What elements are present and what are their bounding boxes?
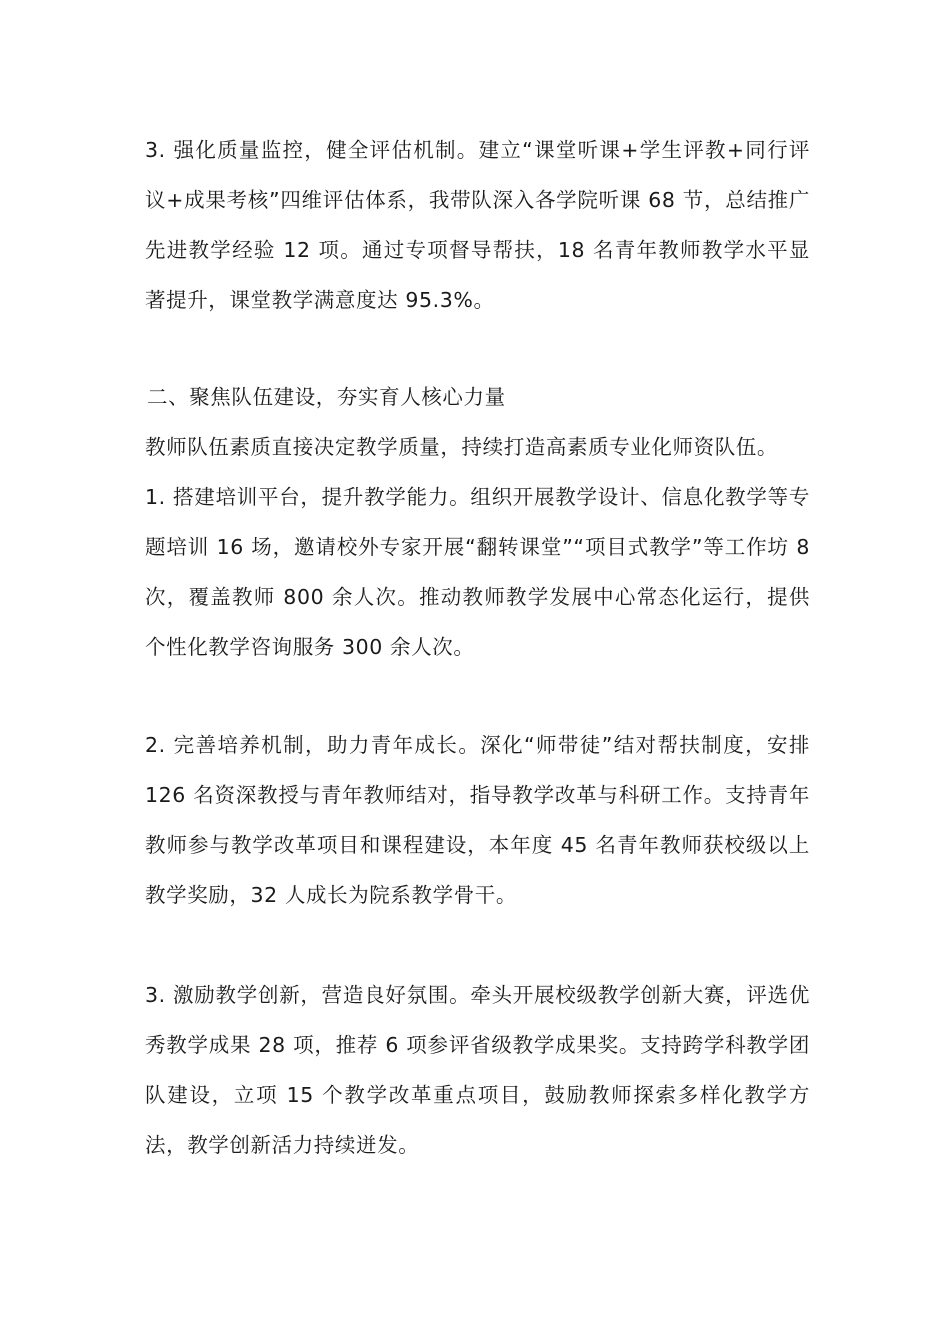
paragraph-training-platform: 1. 搭建培训平台，提升教学能力。组织开展教学设计、信息化教学等专题培训 16 场，邀请校外专家开展“翻转课堂”“项目式教学”等工作坊 8 次，覆盖教师 800 余人次。推动教师教学发展中心常态化运行，提供个性化教学咨询服务 300 余人次。 xyxy=(145,485,810,659)
section-heading-team-building: 二、聚焦队伍建设，夯实育人核心力量 xyxy=(147,385,506,409)
paragraph-teaching-innovation: 3. 激励教学创新，营造良好氛围。牵头开展校级教学创新大赛，评选优秀教学成果 28 项，推荐 6 项参评省级教学成果奖。支持跨学科教学团队建设，立项 15 个教学改革重点项目，鼓励教师探索多样化教学方法，教学创新活力持续迸发。 xyxy=(145,983,810,1157)
paragraph-mentoring-mechanism: 2. 完善培养机制，助力青年成长。深化“师带徒”结对帮扶制度，安排 126 名资深教授与青年教师结对，指导教学改革与科研工作。支持青年教师参与教学改革项目和课程建设，本年度 45 名青年教师获校级以上教学奖励，32 人成长为院系教学骨干。 xyxy=(145,733,810,907)
paragraph-section-intro: 教师队伍素质直接决定教学质量，持续打造高素质专业化师资队伍。 xyxy=(145,435,778,459)
paragraph-quality-monitoring: 3. 强化质量监控，健全评估机制。建立“课堂听课+学生评教+同行评议+成果考核”四维评估体系，我带队深入各学院听课 68 节，总结推广先进教学经验 12 项。通过专项督导帮扶，18 名青年教师教学水平显著提升，课堂教学满意度达 95.3%。 xyxy=(145,138,810,312)
